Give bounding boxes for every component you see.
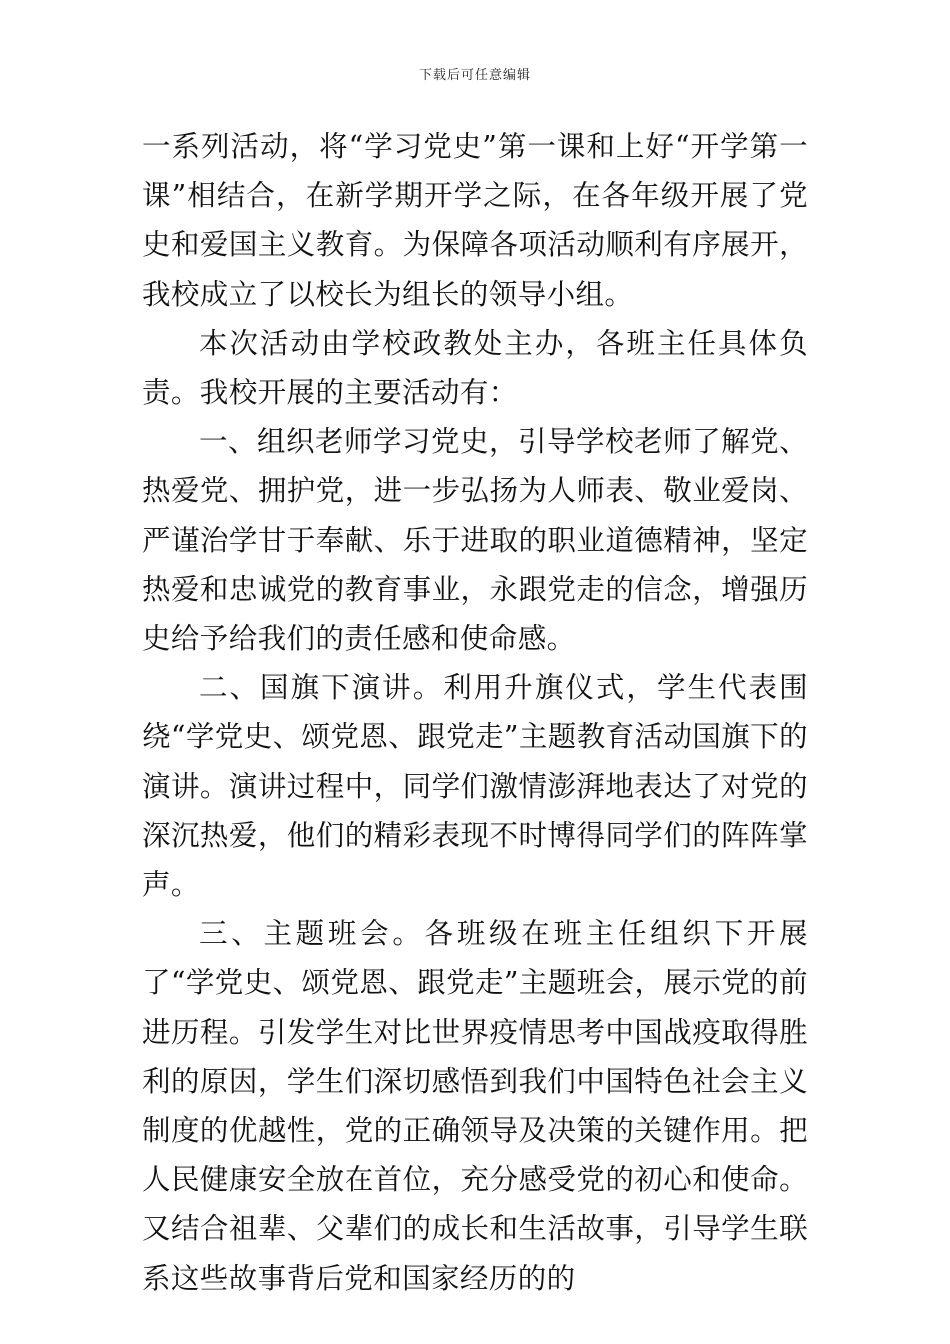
paragraph-class-meeting: 三、主题班会。各班级在班主任组织下开展了“学党史、颂党恩、跟党走”主题班会，展示党的前进历程。引发学生对比世界疫情思考中国战疫取得胜利的原因，学生们深切感悟到我们中国特色社会主义制度的优越性，党的正确领导及决策的关键作用。把人民健康安全放在首位，充分感受党的初心和使命。又结合祖辈、父辈们的成长和生活故事，引导学生联系这些故事背后党和国家经历的的	[142, 917, 808, 1295]
paragraph-teacher-study: 一、组织老师学习党史，引导学校老师了解党、热爱党、拥护党，进一步弘扬为人师表、敬业爱岗、严谨治学甘于奉献、乐于进取的职业道德精神，坚定热爱和忠诚党的教育事业，永跟党走的信念，增强历史给予给我们的责任感和使命感。	[142, 425, 808, 656]
paragraph-intro: 一系列活动，将“学习党史”第一课和上好“开学第一课”相结合，在新学期开学之际，在各年级开展了党史和爱国主义教育。为保障各项活动顺利有序展开，我校成立了以校长为组长的领导小组。	[142, 130, 808, 311]
document-body	[142, 122, 808, 1303]
paragraph-organizer: 本次活动由学校政教处主办，各班主任具体负责。我校开展的主要活动有：	[142, 326, 808, 410]
page-header: 下载后可任意编辑	[418, 68, 531, 83]
paragraph-flag-speech: 二、国旗下演讲。利用升旗仪式，学生代表围绕“学党史、颂党恩、跟党走”主题教育活动国旗下的演讲。演讲过程中，同学们激情澎湃地表达了对党的深沉热爱，他们的精彩表现不时博得同学们的阵阵掌声。	[142, 671, 808, 902]
